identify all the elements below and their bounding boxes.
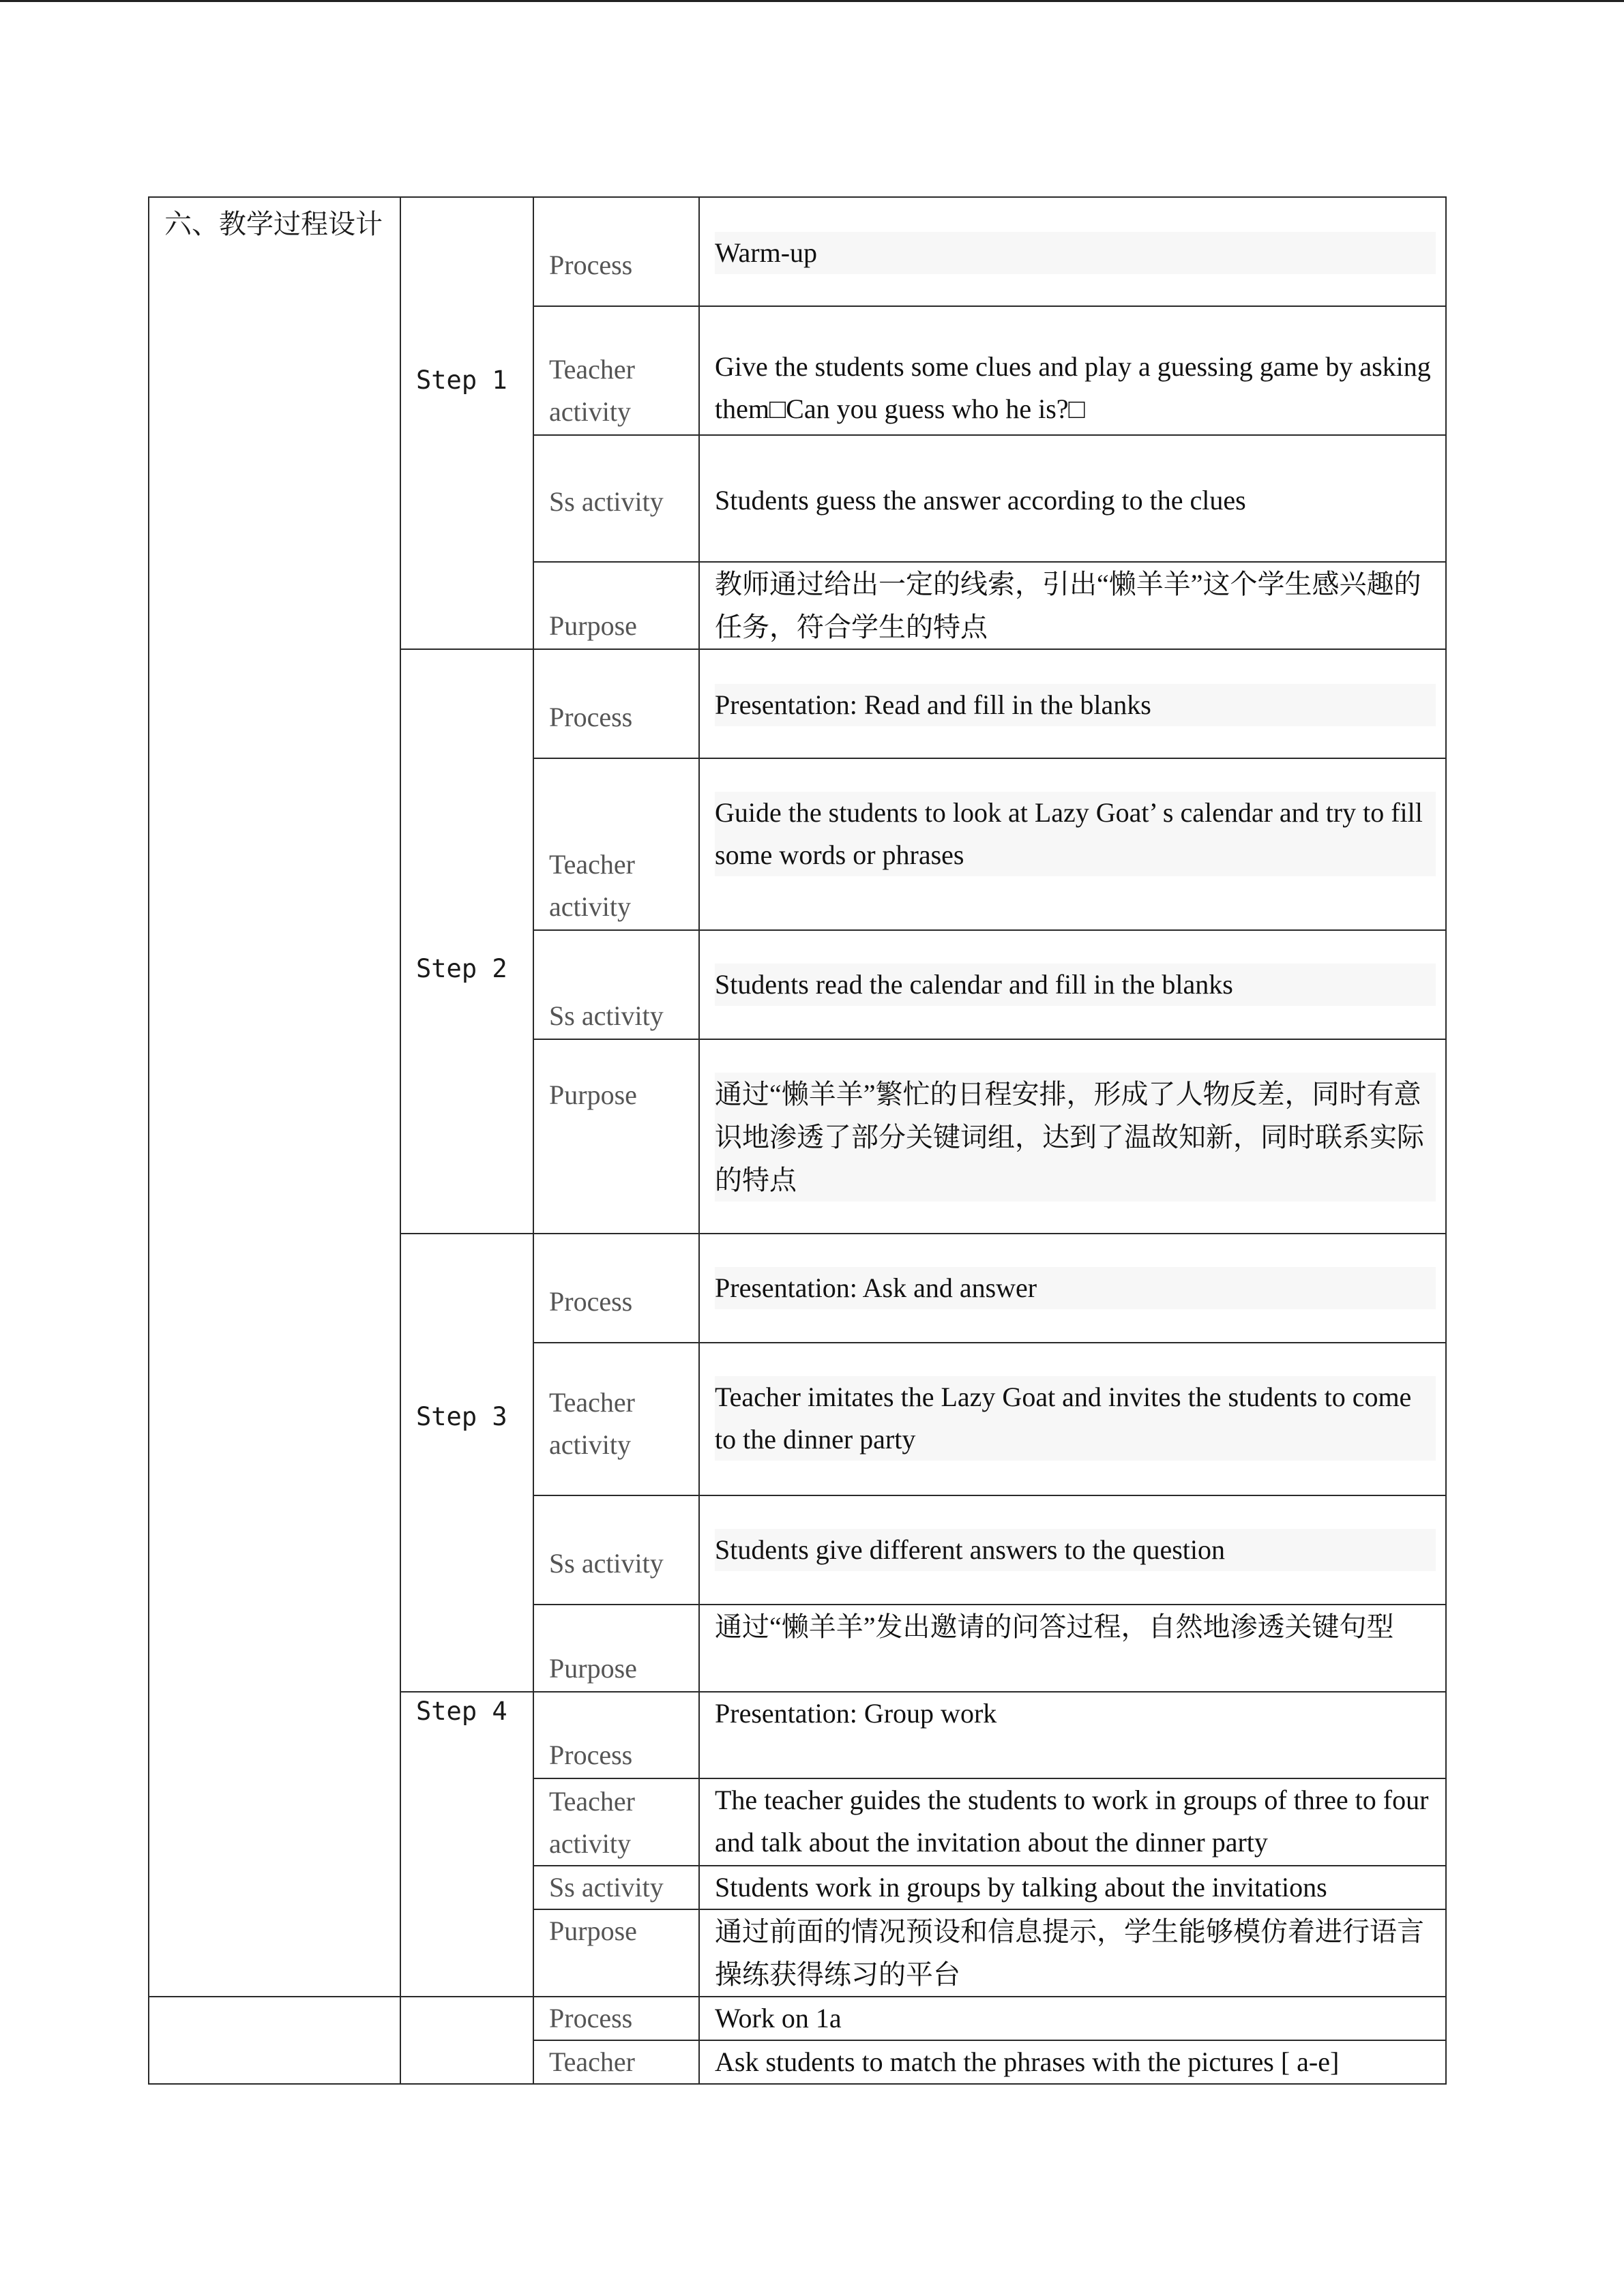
row-label-cell [533, 562, 699, 649]
row-label-cell [533, 1605, 699, 1692]
row-label: Purpose [549, 610, 637, 641]
section-title: 六、教学过程设计 [164, 209, 383, 239]
row-value-cell [699, 1997, 1446, 2040]
row-value: Work on 1a [715, 2003, 842, 2033]
row-label-cell [533, 1234, 699, 1343]
row-label: Purpose [549, 1915, 637, 1946]
step-label: Step 3 [416, 1402, 507, 1431]
row-value-cell [699, 435, 1446, 562]
row-value: Guide the students to look at Lazy Goat’ s calendar and try to fill some words or phrases [715, 792, 1436, 876]
row-value-cell [699, 1039, 1446, 1234]
row-value-cell [699, 562, 1446, 649]
row-label-cell [533, 197, 699, 306]
row-value: Ask students to match the phrases with the pictures [ a-e] [715, 2046, 1340, 2077]
row-value: 教师通过给出一定的线索，引出“懒羊羊”这个学生感兴趣的任务，符合学生的特点 [715, 569, 1421, 642]
table-row [149, 197, 1446, 306]
row-value: Students read the calendar and fill in the blanks [715, 964, 1436, 1006]
row-label: Purpose [549, 1079, 637, 1110]
row-value: 通过“懒羊羊”繁忙的日程安排，形成了人物反差，同时有意识地渗透了部分关键词组，达到了温故知新，同时联系实际的特点 [715, 1073, 1436, 1202]
row-label-cell [533, 930, 699, 1039]
step-cell-empty [400, 1997, 533, 2084]
row-label-cell [533, 1778, 699, 1866]
row-value: 通过“懒羊羊”发出邀请的问答过程，自然地渗透关键句型 [715, 1611, 1394, 1642]
row-label: Purpose [549, 1653, 637, 1684]
row-label: Ss activity [549, 486, 664, 517]
step-cell [400, 197, 533, 649]
row-value: Presentation: Ask and answer [715, 1267, 1436, 1309]
row-value: Students give different answers to the question [715, 1529, 1436, 1571]
row-label-cell [533, 649, 699, 758]
row-value-cell [699, 2040, 1446, 2084]
row-label: Teacher activity [549, 1786, 635, 1859]
row-value: Warm-up [715, 232, 1436, 274]
row-label: Ss activity [549, 1000, 664, 1031]
row-label-cell [533, 1692, 699, 1778]
row-value-cell [699, 758, 1446, 930]
row-value: Presentation: Read and fill in the blanks [715, 684, 1436, 726]
page-top-border [0, 0, 1624, 2]
row-label: Process [549, 1286, 633, 1317]
row-value: Students work in groups by talking about the invitations [715, 1872, 1327, 1903]
row-label-cell [533, 1343, 699, 1495]
row-value-cell [699, 1605, 1446, 1692]
row-value: Presentation: Group work [715, 1698, 997, 1729]
step-label: Step 1 [416, 366, 507, 395]
row-label-cell [533, 1039, 699, 1234]
row-label: Teacher activity [549, 849, 635, 922]
row-label-cell [533, 2040, 699, 2084]
row-label: Process [549, 1740, 633, 1770]
table-row [149, 1997, 1446, 2040]
row-label-cell [533, 758, 699, 930]
step-cell [400, 649, 533, 1234]
section-title-cell [149, 197, 400, 1997]
row-value-cell [699, 1343, 1446, 1495]
row-value: Students guess the answer according to the clues [715, 485, 1246, 516]
row-label-cell [533, 1495, 699, 1605]
row-label: Teacher [549, 2046, 635, 2077]
row-label: Ss activity [549, 1548, 664, 1579]
teaching-process-table [148, 196, 1447, 2085]
row-value: 通过前面的情况预设和信息提示，学生能够模仿着进行语言操练获得练习的平台 [715, 1916, 1424, 1990]
row-value-cell [699, 1778, 1446, 1866]
row-value-cell [699, 1866, 1446, 1909]
step-cell [400, 1692, 533, 1997]
row-value: Teacher imitates the Lazy Goat and invites the students to come to the dinner party [715, 1376, 1436, 1461]
row-label: Process [549, 250, 633, 280]
row-label: Process [549, 702, 633, 732]
row-value: Give the students some clues and play a guessing game by asking them□Can you guess who he is?□ [715, 351, 1431, 424]
row-value: The teacher guides the students to work in groups of three to four and talk about the invitation about the dinner party [715, 1785, 1429, 1858]
row-label-cell [533, 306, 699, 435]
section-title-cell-empty [149, 1997, 400, 2084]
row-label-cell [533, 1866, 699, 1909]
row-label: Process [549, 2003, 633, 2033]
row-label-cell [533, 1909, 699, 1997]
row-value-cell [699, 1692, 1446, 1778]
row-label: Teacher activity [549, 1387, 635, 1460]
row-value-cell [699, 930, 1446, 1039]
row-label-cell [533, 1997, 699, 2040]
row-value-cell [699, 306, 1446, 435]
row-value-cell [699, 1909, 1446, 1997]
row-label: Teacher activity [549, 354, 635, 427]
row-value-cell [699, 649, 1446, 758]
row-value-cell [699, 1234, 1446, 1343]
step-label: Step 4 [416, 1697, 507, 1726]
step-cell [400, 1234, 533, 1692]
row-label-cell [533, 435, 699, 562]
row-label: Ss activity [549, 1872, 664, 1903]
row-value-cell [699, 1495, 1446, 1605]
step-label: Step 2 [416, 954, 507, 983]
row-value-cell [699, 197, 1446, 306]
